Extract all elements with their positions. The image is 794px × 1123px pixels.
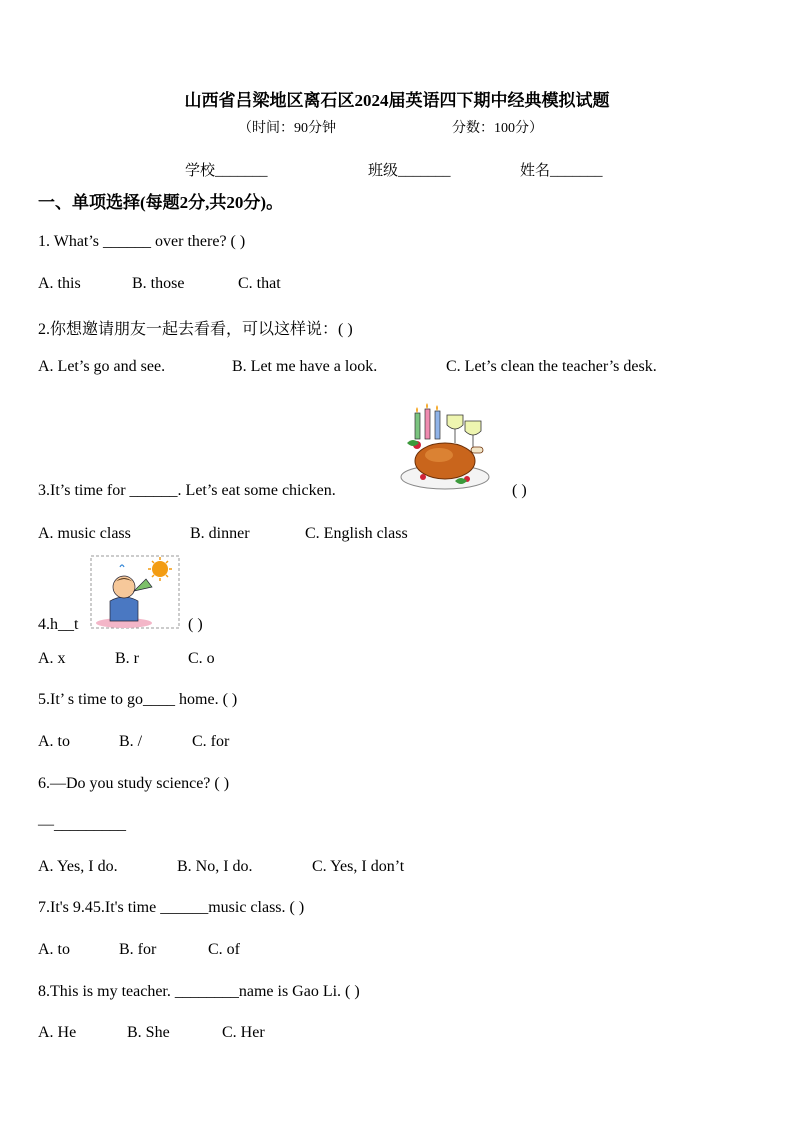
question-7: 7.It's 9.45.It's time ______music class. ( ) — [38, 899, 305, 916]
question-3: 3.It’s time for ______. Let’s eat some chicken. — [38, 482, 336, 499]
page-title: 山西省吕梁地区离石区2024届英语四下期中经典模拟试题 — [184, 91, 610, 110]
q1-option-a: A. this — [38, 275, 81, 292]
question-5: 5.It’ s time to go____ home. ( ) — [38, 691, 238, 708]
name-field: 姓名_______ — [520, 163, 603, 179]
q4-option-b: B. r — [115, 650, 139, 667]
q7-option-b: B. for — [119, 941, 157, 958]
q3-option-b: B. dinner — [190, 525, 250, 542]
question-2: 2.你想邀请朋友一起去看看，可以这样说：( ) — [38, 321, 353, 338]
q7-option-c: C. of — [208, 941, 240, 958]
question-1: 1. What’s ______ over there? ( ) — [38, 233, 246, 250]
q8-option-b: B. She — [127, 1024, 170, 1041]
q6-option-b: B. No, I do. — [177, 858, 253, 875]
q4-answer-paren: ( ) — [188, 616, 203, 633]
q5-option-b: B. / — [119, 733, 143, 750]
q8-option-c: C. Her — [222, 1024, 265, 1041]
q5-option-a: A. to — [38, 733, 70, 750]
q2-option-c: C. Let’s clean the teacher’s desk. — [446, 358, 657, 375]
exam-score: 分数：100分） — [452, 121, 543, 136]
hot-weather-boy-icon — [90, 555, 180, 629]
class-field: 班级_______ — [368, 163, 451, 179]
question-6: 6.—Do you study science? ( ) — [38, 775, 230, 792]
q6-option-a: A. Yes, I do. — [38, 858, 118, 875]
question-4: 4.h__t — [38, 616, 79, 633]
q8-option-a: A. He — [38, 1024, 77, 1041]
q2-option-a: A. Let’s go and see. — [38, 358, 166, 375]
exam-time: （时间：90分钟 — [238, 121, 336, 136]
q4-option-c: C. o — [188, 650, 215, 667]
q3-answer-paren: ( ) — [512, 482, 527, 499]
q5-option-c: C. for — [192, 733, 230, 750]
section-heading: 一、单项选择(每题2分,共20分)。 — [38, 193, 284, 212]
q6-answer-line: —_________ — [38, 816, 126, 833]
school-field: 学校_______ — [185, 163, 268, 179]
q4-option-a: A. x — [38, 650, 66, 667]
q1-option-b: B. those — [132, 275, 185, 292]
q3-option-c: C. English class — [305, 525, 408, 542]
q3-option-a: A. music class — [38, 525, 131, 542]
question-8: 8.This is my teacher. ________name is Gao Li. ( ) — [38, 983, 360, 1000]
q7-option-a: A. to — [38, 941, 70, 958]
q1-option-c: C. that — [238, 275, 281, 292]
q6-option-c: C. Yes, I don’t — [312, 858, 405, 875]
q2-option-b: B. Let me have a look. — [232, 358, 378, 375]
roast-chicken-dinner-icon — [395, 403, 495, 495]
